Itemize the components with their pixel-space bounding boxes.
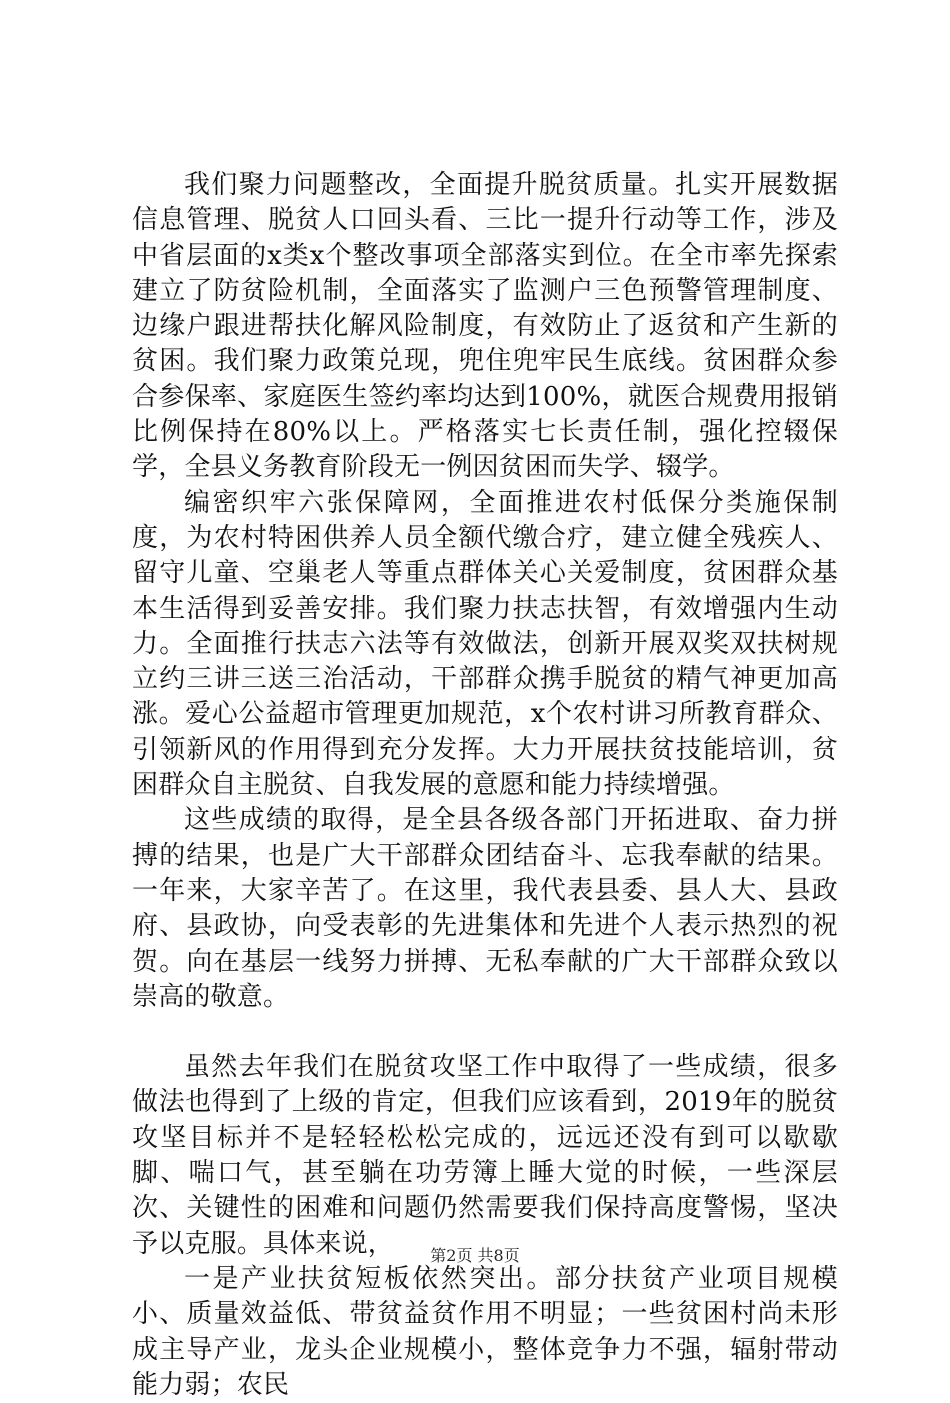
paragraph-3: 这些成绩的取得，是全县各级各部门开拓进取、奋力拼搏的结果，也是广大干部群众团结奋斗、忘我奉献的结果。一年来，大家辛苦了。在这里，我代表县委、县人大、县政府、县政协，向受表彰的先进集体和先进个人表示热烈的祝贺。向在基层一线努力拼搏、无私奉献的广大干部群众致以崇高的敬意。 xyxy=(132,805,838,1012)
document-body xyxy=(132,168,838,1403)
page-footer: 第2页 共8页 xyxy=(430,1246,520,1265)
paragraph-4: 虽然去年我们在脱贫攻坚工作中取得了一些成绩，很多做法也得到了上级的肯定，但我们应该看到，2019年的脱贫攻坚目标并不是轻轻松松完成的，远远还没有到可以歇歇脚、喘口气，甚至躺在功劳簿上睡大觉的时候，一些深层次、关键性的困难和问题仍然需要我们保持高度警惕，坚决予以克服。具体来说， xyxy=(132,1052,838,1259)
paragraph-2: 编密织牢六张保障网，全面推进农村低保分类施保制度，为农村特困供养人员全额代缴合疗，建立健全残疾人、留守儿童、空巢老人等重点群体关心关爱制度，贫困群众基本生活得到妥善安排。我们聚力扶志扶智，有效增强内生动力。全面推行扶志六法等有效做法，创新开展双奖双扶树规立约三讲三送三治活动，干部群众携手脱贫的精气神更加高涨。爱心公益超市管理更加规范，x个农村讲习所教育群众、引领新风的作用得到充分发挥。大力开展扶贫技能培训，贫困群众自主脱贫、自我发展的意愿和能力持续增强。 xyxy=(132,487,838,801)
paragraph-1: 我们聚力问题整改，全面提升脱贫质量。扎实开展数据信息管理、脱贫人口回头看、三比一提升行动等工作，涉及中省层面的x类x个整改事项全部落实到位。在全市率先探索建立了防贫险机制，全面落实了监测户三色预警管理制度、边缘户跟进帮扶化解风险制度，有效防止了返贫和产生新的贫困。我们聚力政策兑现，兜住兜牢民生底线。贫困群众参合参保率、家庭医生签约率均达到100%，就医合规费用报销比例保持在80%以上。严格落实七长责任制，强化控辍保学，全县义务教育阶段无一例因贫困而失学、辍学。 xyxy=(132,170,838,483)
paragraph-5: 一是产业扶贫短板依然突出。部分扶贫产业项目规模小、质量效益低、带贫益贫作用不明显；一些贫困村尚未形成主导产业，龙头企业规模小，整体竞争力不强，辐射带动能力弱；农民 xyxy=(132,1263,838,1400)
